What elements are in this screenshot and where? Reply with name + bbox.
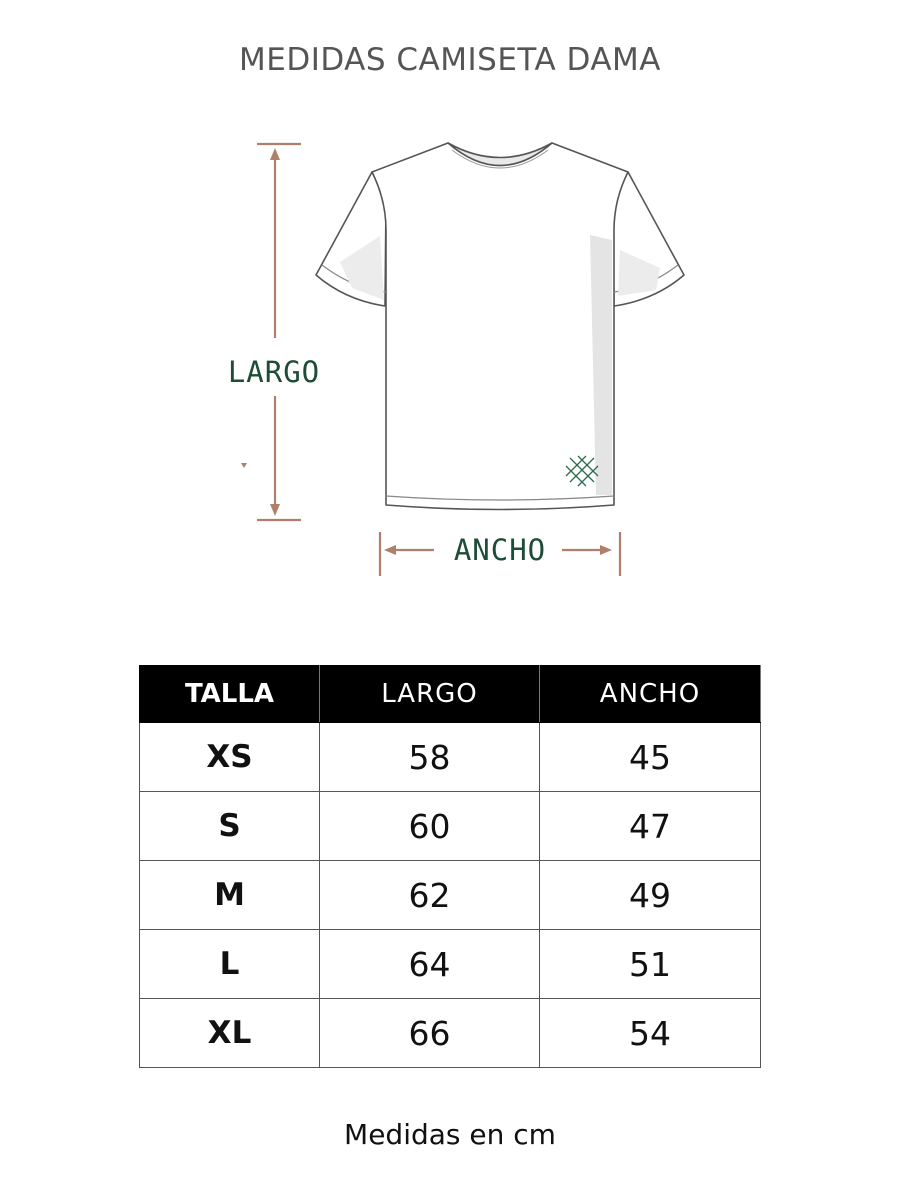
header-talla: TALLA — [140, 666, 320, 723]
length-label: LARGO — [227, 355, 321, 389]
page-title: MEDIDAS CAMISETA DAMA — [239, 42, 661, 78]
size-cell: M — [140, 861, 320, 930]
size-cell: L — [140, 930, 320, 999]
header-ancho: ANCHO — [540, 666, 761, 723]
width-cell: 45 — [540, 723, 761, 792]
length-cell: 58 — [320, 723, 540, 792]
header-largo: LARGO — [320, 666, 540, 723]
length-cell: 66 — [320, 999, 540, 1068]
size-cell: S — [140, 792, 320, 861]
length-cell: 64 — [320, 930, 540, 999]
length-cell: 60 — [320, 792, 540, 861]
table-row — [140, 999, 761, 1068]
width-label: ANCHO — [453, 533, 547, 567]
width-cell: 51 — [540, 930, 761, 999]
length-measure — [241, 144, 301, 520]
table-row — [140, 930, 761, 999]
size-table — [139, 665, 761, 1068]
width-cell: 47 — [540, 792, 761, 861]
table-row — [140, 861, 761, 930]
width-cell: 49 — [540, 861, 761, 930]
table-row — [140, 792, 761, 861]
table-row — [140, 723, 761, 792]
units-note: Medidas en cm — [344, 1118, 556, 1151]
width-cell: 54 — [540, 999, 761, 1068]
table-header-row — [140, 666, 761, 723]
size-cell: XL — [140, 999, 320, 1068]
size-cell: XS — [140, 723, 320, 792]
tshirt-illustration — [316, 143, 684, 510]
length-cell: 62 — [320, 861, 540, 930]
